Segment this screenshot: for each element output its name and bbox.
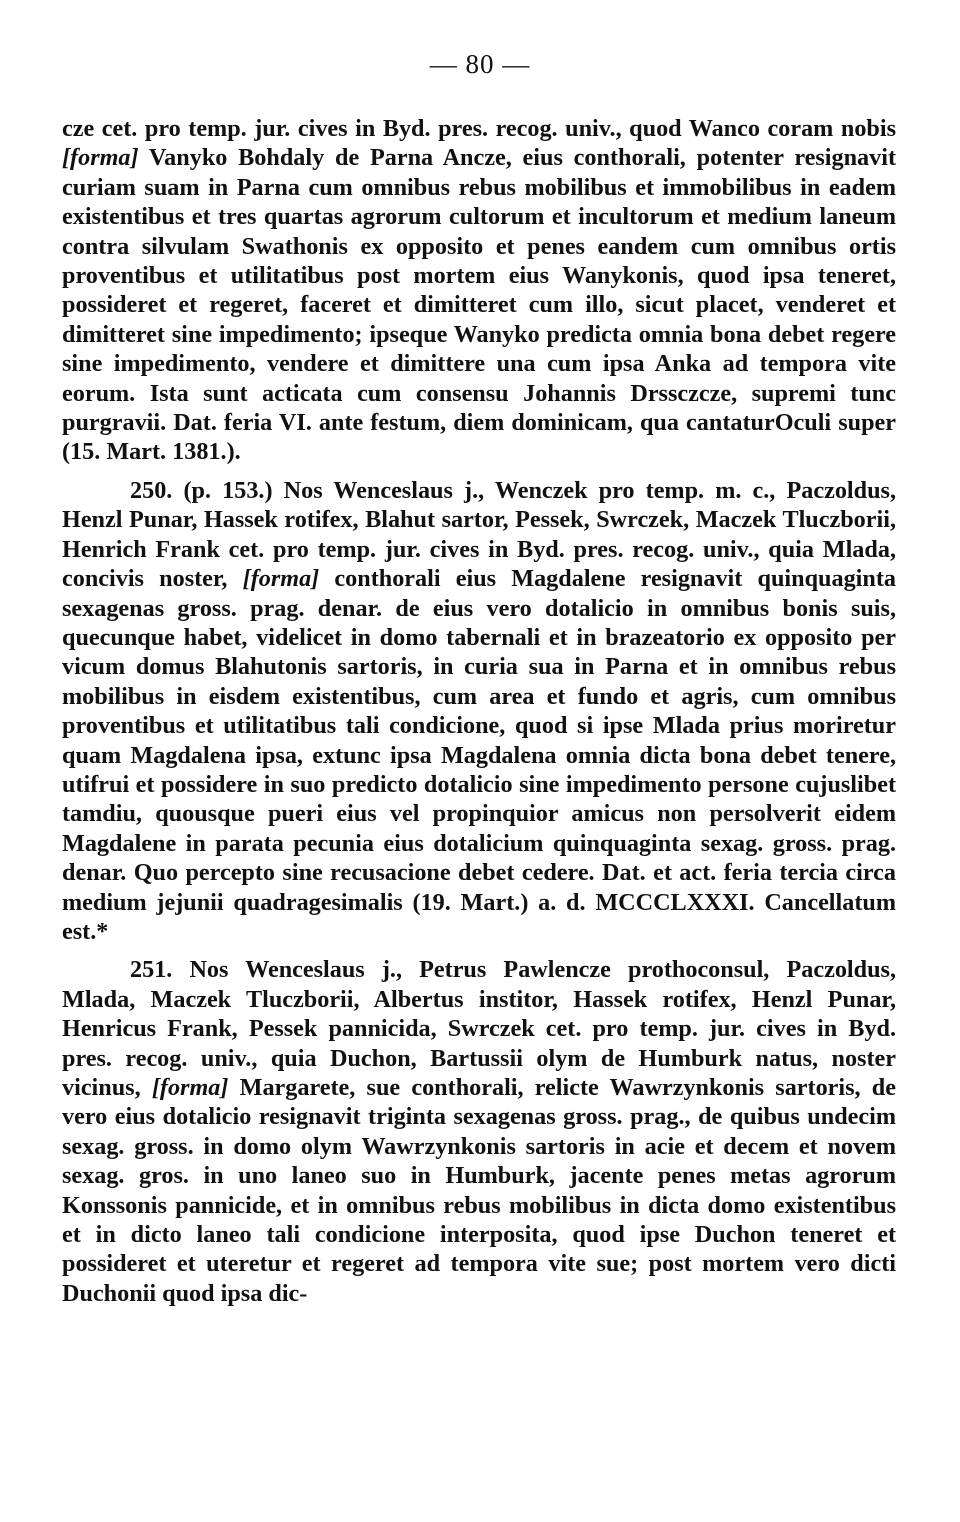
paragraph-text-segment: Margarete, sue conthorali, relicte Wawrzynkonis sartoris, de vero eius dotalicio resignavit triginta sexagenas gross. prag., de quibus undecim sexag. gross. in domo olym Wawrzynkonis sartoris in acie et decem et novem sexag. gros. in uno laneo suo in Humburk, jacente penes metas agrorum Konssonis pannicide, et in omnibus rebus mobilibus in dicta domo existentibus et in dicto laneo tali condicione interposita, quod ipse Duchon teneret et possideret et uteretur et regeret ad tempora vite sue; post mortem vero dicti Duchonii quod ipsa dic- <box>62 1074 896 1307</box>
page-number: — 80 — <box>429 49 531 79</box>
paragraph-entry-251 <box>62 955 896 1308</box>
paragraph-text-segment: 250. (p. 153.) Nos Wenceslaus j., Wenczek pro temp. m. c., Paczoldus, Henzl Punar, Hassek rotifex, Blahut sartor, Pessek, Swrczek, Maczek Tluczborii, Henrich Frank cet. pro temp. jur. cives in Byd. pres. recog. univ., quia Mlada, concivis noster, <box>62 476 896 593</box>
paragraph-text-segment: 251. Nos Wenceslaus j., Petrus Pawlencze prothoconsul, Paczoldus, Mlada, Maczek Tluczborii, Albertus institor, Hassek rotifex, Henzl Punar, Henricus Frank, Pessek pannicida, Swrczek cet. pro temp. jur. cives in Byd. pres. recog. univ., quia Duchon, Bartussii olym de Humburk natus, noster vicinus, <box>62 956 896 1101</box>
paragraph-text-segment: cze cet. pro temp. jur. cives in Byd. pres. recog. univ., quod Wanco coram nobis <box>62 115 896 142</box>
forma-italic-text: [forma] <box>151 1074 229 1101</box>
paragraph-text-segment: Vanyko Bohdaly de Parna Ancze, eius conthorali, potenter resignavit curiam suam in Parna cum omnibus rebus mobilibus et immobilibus in eadem existentibus et tres quartas agrorum cultorum et incultorum et medium laneum contra silvulam Swathonis ex opposito et penes eandem cum omnibus ortis proventibus et utilitatibus post mortem eius Wanykonis, quod ipsa teneret, possideret et regeret, faceret et dimitteret cum illo, sicut placet, venderet et dimitteret sine impedimento; ipseque Wanyko predicta omnia bona debet regere sine impedimento, vendere et dimittere una cum ipsa Anka ad tempora vite eorum. Ista sunt acticata cum consensu Johannis Drssczcze, supremi tunc purgravii. Dat. feria VI. ante festum, diem dominicam, qua cantaturOculi super (15. Mart. 1381.). <box>62 144 896 466</box>
forma-italic-text: [forma] <box>242 565 320 593</box>
paragraph-entry-250 <box>62 476 896 947</box>
document-body <box>62 114 896 1308</box>
forma-italic-text: [forma] <box>62 144 139 172</box>
paragraph-text-segment: conthorali eius Magdalene resignavit quinquaginta sexagenas gross. prag. denar. de eius vero dotalicio in omnibus bonis suis, quecunque habet, videlicet in domo tabernali et in brazeatorio ex opposito per vicum domus Blahutonis sartoris, in curia sua in Parna et in omnibus rebus mobilibus in eisdem existentibus, cum area et fundo et agris, cum omnibus proventibus et utilitatibus tali condicione, quod si ipse Mlada prius moriretur quam Magdalena ipsa, extunc ipsa Magdalena omnia dicta bona debet tenere, utifrui et possidere in suo predicto dotalicio sine impedimento persone cujuslibet tamdiu, quousque pueri eius vel propinquior amicus non persolverit eidem Magdalene in parata pecunia eius dotalicium quinquaginta sexag. gross. prag. denar. Quo percepto sine recusacione debet cedere. Dat. et act. feria tercia circa medium jejunii quadragesimalis (19. Mart.) a. d. MCCCLXXXI. Cancellatum est.* <box>62 565 896 945</box>
paragraph-continued <box>62 114 896 467</box>
